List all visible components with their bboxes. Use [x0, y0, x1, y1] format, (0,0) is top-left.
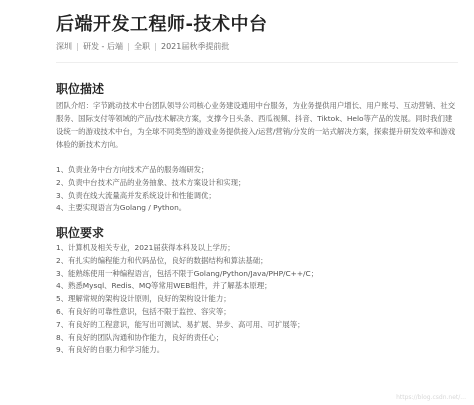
list-item: 3、能熟练使用一种编程语言，包括不限于Golang/Python/Java/PHP/C++/C； — [56, 268, 319, 278]
list-item: 6、有良好的可靠性意识，包括不限于监控、容灾等； — [56, 306, 231, 316]
header-divider — [56, 62, 458, 63]
list-item: 4、熟悉Mysql、Redis、MQ等常用WEB组件，并了解基本原理； — [56, 281, 272, 291]
list-item: 3、负责在线大流量高并发系统设计和性能调优； — [56, 190, 216, 200]
list-item: 9、有良好的自驱力和学习能力。 — [56, 345, 165, 355]
list-item: 7、有良好的工程意识，能写出可测试、易扩展、异步、高可用、可扩展等； — [56, 319, 305, 329]
employment-type-tag: 全职 — [133, 42, 150, 51]
meta-separator — [128, 43, 129, 51]
recruit-batch-tag: 2021届秋季提前批 — [160, 42, 230, 51]
location-tag: 深圳 — [56, 42, 72, 51]
list-item: 1、负责业务中台方向技术产品的服务端研发； — [56, 165, 209, 174]
team-intro-paragraph: 团队介绍：字节跳动技术中台团队领导公司核心业务建设通用中台服务，为业务提供用户增长、用户账号、互动营销、社交服务、国际支付等领域的产品/技术解决方案，支撑今日头条、西瓜视频、抖音、Tiktok、Helo等产品的发展。同时我们建设统一的游戏技术中台，为全球不同类型的游戏业务提供接入/运营/营销/分发的一站式解决方案，探索提升研发效率和游戏体验的新技术方向。 — [56, 101, 456, 149]
watermark: https://blog.csdn.net/... — [396, 394, 466, 401]
list-item: 1、计算机及相关专业，2021届获得本科及以上学历； — [56, 243, 235, 252]
responsibility-list — [56, 164, 245, 215]
category-tag: 研发 - 后端 — [83, 42, 123, 51]
meta-separator — [77, 43, 78, 51]
requirement-list — [56, 242, 318, 357]
list-item: 4、主要实现语言为Golang / Python。 — [56, 203, 187, 213]
list-item: 2、有扎实的编程能力和代码品位，良好的数据结构和算法基础； — [56, 255, 268, 265]
list-item: 8、有良好的团队沟通和协作能力，良好的责任心； — [56, 332, 224, 342]
job-requirements-heading: 职位要求 — [56, 226, 105, 240]
job-meta-tags — [56, 41, 229, 52]
list-item: 5、理解常规的架构设计原则，良好的架构设计能力； — [56, 294, 231, 304]
list-item: 2、负责中台技术产品的业务抽象、技术方案设计和实现； — [56, 177, 246, 187]
job-title: 后端开发工程师-技术中台 — [56, 14, 268, 35]
job-description-heading: 职位描述 — [56, 82, 105, 96]
meta-separator — [155, 43, 156, 51]
